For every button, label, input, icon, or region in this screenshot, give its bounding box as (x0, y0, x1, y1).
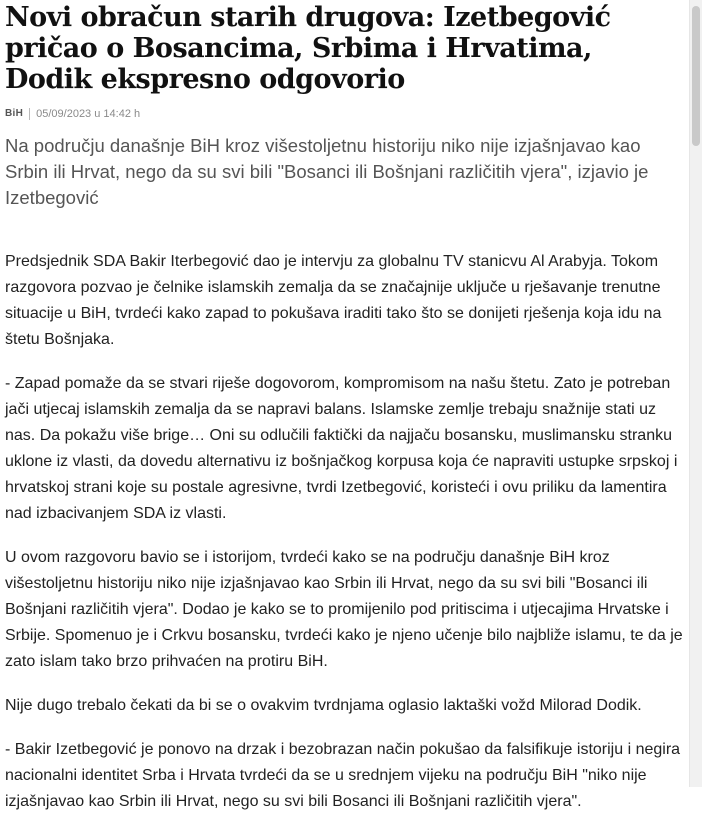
page-scrollbar[interactable] (689, 0, 702, 787)
article-body (5, 249, 685, 815)
article-lead: Na području današnje BiH kroz višestoljetnu historiju niko nije izjašnjavao kao Srbin ili Hrvat, nego da su svi bili "Bosanci ili Bošnjani različitih vjera", izjavio je Izetbegović (5, 135, 649, 208)
category-link[interactable]: BiH (5, 108, 24, 119)
paragraph: - Zapad pomaže da se stvari riješe dogovorom, kompromisom na našu štetu. Zato je potreban jači utjecaj islamskih zemalja da se napravi balans. Islamske zemlje trebaju snažnije stati uz nas. Da pokažu više brige… Oni su odlučili faktički da najjaču bosansku, muslimansku stranku uklone iz vlasti, da dovedu alternativu iz bošnjačkog korpusa koja će napraviti ustupke srpskoj i hrvatskoj strani koje su postale agresivne, tvrdi Izetbegović, koristeći i ovu priliku da lamentira nad izbacivanjem SDA iz vlasti. (5, 375, 678, 522)
paragraph: U ovom razgovoru bavio se i istorijom, tvrdeći kako se na području današnje BiH kroz višestoljetnu historiju niko nije izjašnjavao kao Srbin ili Hrvat, nego da su svi bili "Bosanci ili Bošnjani različitih vjera". Dodao je kako se to promijenilo pod pritiscima i utjecajima Hrvatske i Srbije. Spomenuo je i Crkvu bosansku, tvrdeći kako je njeno učenje bilo najbliže islamu, te da je zato islam tako brzo prihvaćen na protiru BiH. (5, 549, 683, 670)
scrollbar-thumb[interactable] (692, 6, 700, 146)
publish-datetime: 05/09/2023 u 14:42 h (36, 108, 141, 120)
paragraph: Nije dugo trebalo čekati da bi se o ovakvim tvrdnjama oglasio laktaški vožd Milorad Dodik. (5, 697, 642, 714)
meta-divider (29, 108, 30, 120)
article-title: Novi obračun starih drugova: Izetbegović pričao o Bosancima, Srbima i Hrvatima, Dodik ekspresno odgovorio (5, 2, 611, 95)
article-meta (5, 107, 685, 121)
paragraph: - Bakir Izetbegović je ponovo na drzak i bezobrazan način pokušao da falsifikuje istoriju i negira nacionalni identitet Srba i Hrvata tvrdeći da se u srednjem vijeku na području BiH "niko nije izjašnjavao kao Srbin ili Hrvat, nego su svi bili Bosanci ili Bošnjani različitih vjera". (5, 741, 681, 810)
paragraph: Predsjednik SDA Bakir Iterbegović dao je intervju za globalnu TV stanicvu Al Arabyja. Tokom razgovora pozvao je čelnike islamskih zemalja da se značajnije uključe u rješavanje trenutne situacije u BiH, tvrdeći kako zapad to pokušava iraditi tako što se donijeti rješenja koja idu na štetu Bošnjaka. (5, 253, 662, 348)
article (5, 0, 685, 815)
